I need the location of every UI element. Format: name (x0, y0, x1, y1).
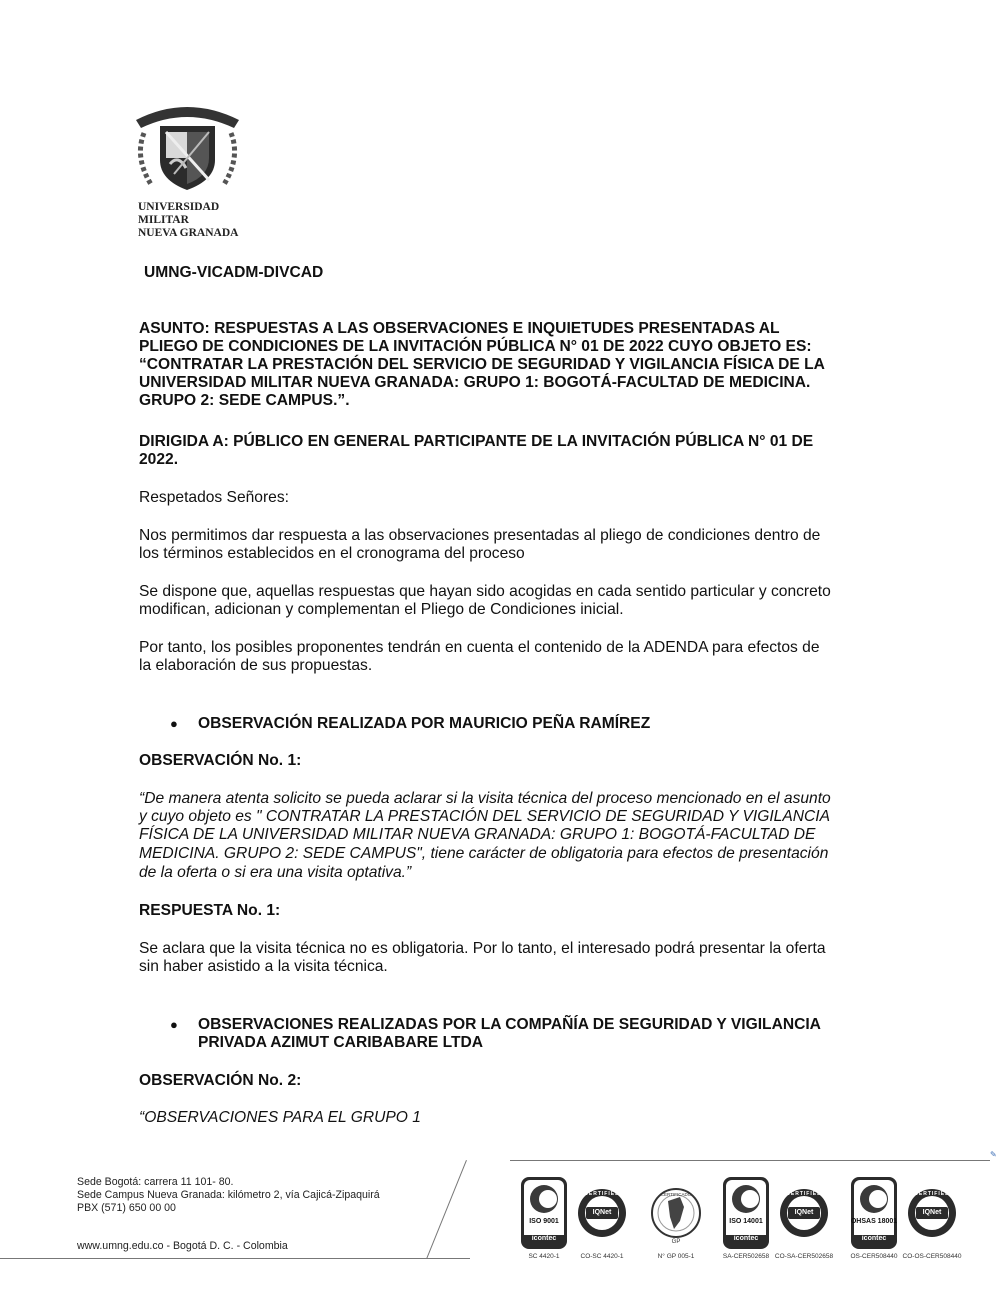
certification-code: CO-SC 4420-1 (580, 1253, 624, 1260)
certification-code: CO-SA-CER502658 (774, 1253, 834, 1260)
bullet-icon: ● (170, 1017, 178, 1032)
document-reference: UMNG-VICADM-DIVCAD (144, 264, 324, 281)
certification-brand-label: CERTIFICADO (660, 1192, 692, 1197)
certification-brand-label: icontec (531, 1235, 557, 1242)
bullet-heading-2-line1: OBSERVACIONES REALIZADAS POR LA COMPAÑÍA DE SEGURIDAD Y VIGILANCIA (198, 1016, 821, 1033)
certification-badge (902, 1175, 962, 1260)
certification-badge (576, 1175, 628, 1260)
certification-code: SA-CER502658 (722, 1253, 770, 1260)
paragraph-3-line2: la elaboración de sus propuestas. (139, 657, 373, 674)
response-1-title: RESPUESTA No. 1: (139, 902, 281, 919)
observation-2-line1: “OBSERVACIONES PARA EL GRUPO 1 (139, 1109, 421, 1126)
footer-address-campus: Sede Campus Nueva Granada: kilómetro 2, vía Cajicá-Zipaquirá (77, 1189, 380, 1201)
observation-1-line1: “De manera atenta solicito se pueda aclarar si la visita técnica del proceso mencionado en el asunto (139, 790, 831, 807)
certification-brand-label: CERTIFIED (584, 1191, 620, 1197)
response-1-line2: sin haber asistido a la visita técnica. (139, 958, 388, 975)
certification-code: N° GP 005-1 (657, 1253, 695, 1260)
certification-brand-label: CERTIFIED (914, 1191, 950, 1197)
response-1-line1: Se aclara que la visita técnica no es obligatoria. Por lo tanto, el interesado podrá presentar la oferta (139, 940, 826, 957)
university-name-line2: NUEVA GRANADA (138, 227, 239, 239)
certification-brand-label: icontec (861, 1235, 887, 1242)
observation-1-line5: de la oferta o si era una visita optativa.” (139, 864, 412, 881)
bullet-heading-2-line2: PRIVADA AZIMUT CARIBABARE LTDA (198, 1034, 483, 1051)
certification-badge-label: IQNet (592, 1209, 612, 1216)
certification-code: SC 4420-1 (528, 1253, 560, 1260)
certification-badge (720, 1175, 772, 1260)
certification-badge-label: OHSAS 18001 (850, 1218, 898, 1225)
footer-divider-top (510, 1160, 990, 1161)
footer-phone: PBX (571) 650 00 00 (77, 1202, 176, 1214)
observation-1-title: OBSERVACIÓN No. 1: (139, 752, 302, 769)
certification-badge (774, 1175, 834, 1260)
shield-crest-icon (130, 98, 245, 198)
footer-divider-slant (426, 1160, 467, 1259)
asunto-line4: UNIVERSIDAD MILITAR NUEVA GRANADA: GRUPO 1: BOGOTÁ-FACULTAD DE MEDICINA. (139, 374, 811, 391)
certification-badge-label: ISO 9001 (529, 1218, 559, 1225)
footer-website-link[interactable]: www.umng.edu.co - Bogotá D. C. - Colombia (77, 1240, 288, 1252)
paragraph-1-line1: Nos permitimos dar respuesta a las observaciones presentadas al pliego de condiciones dentro de (139, 527, 821, 544)
certification-badge (650, 1175, 702, 1260)
certification-brand-label: CERTIFIED (786, 1191, 822, 1197)
footer-divider (0, 1258, 470, 1259)
certification-brand-label: icontec (733, 1235, 759, 1242)
certification-badge-label: GP (671, 1239, 681, 1245)
university-logo (130, 98, 245, 239)
paragraph-2-line2: modifican, adicionan y complementan el Pliego de Condiciones inicial. (139, 601, 624, 618)
university-name (138, 201, 248, 240)
observation-2-title: OBSERVACIÓN No. 2: (139, 1072, 302, 1089)
certification-badge-label: ISO 14001 (729, 1218, 763, 1225)
salutation: Respetados Señores: (139, 489, 289, 506)
certification-code: OS-CER508440 (850, 1253, 898, 1260)
university-name-line1: UNIVERSIDAD MILITAR (138, 201, 220, 226)
footer-address-bogota: Sede Bogotá: carrera 11 101- 80. (77, 1176, 234, 1188)
bullet-heading-1: OBSERVACIÓN REALIZADA POR MAURICIO PEÑA RAMÍREZ (198, 715, 651, 732)
certification-code: CO-OS-CER508440 (902, 1253, 962, 1260)
observation-1-line2: y cuyo objeto es " CONTRATAR LA PRESTACIÓN DEL SERVICIO DE SEGURIDAD Y VIGILANCIA (139, 808, 830, 825)
asunto-line2: PLIEGO DE CONDICIONES DE LA INVITACIÓN PÚBLICA N° 01 DE 2022 CUYO OBJETO ES: (139, 338, 812, 355)
asunto-line1: ASUNTO: RESPUESTAS A LAS OBSERVACIONES E INQUIETUDES PRESENTADAS AL (139, 320, 780, 337)
paragraph-2-line1: Se dispone que, aquellas respuestas que hayan sido acogidas en cada sentido particular y concreto (139, 583, 831, 600)
bullet-icon: ● (170, 716, 178, 731)
asunto-line3: “CONTRATAR LA PRESTACIÓN DEL SERVICIO DE SEGURIDAD Y VIGILANCIA FÍSICA DE LA (139, 356, 825, 373)
certification-badge (848, 1175, 900, 1260)
dirigida-line1: DIRIGIDA A: PÚBLICO EN GENERAL PARTICIPANTE DE LA INVITACIÓN PÚBLICA N° 01 DE (139, 433, 814, 450)
dirigida-line2: 2022. (139, 451, 179, 468)
certification-badge (518, 1175, 570, 1260)
paragraph-3-line1: Por tanto, los posibles proponentes tendrán en cuenta el contenido de la ADENDA para efectos de (139, 639, 820, 656)
page-mark-icon: ✎ (990, 1150, 997, 1159)
observation-1-line3: FÍSICA DE LA UNIVERSIDAD MILITAR NUEVA GRANADA: GRUPO 1: BOGOTÁ-FACULTAD DE (139, 826, 816, 843)
certification-badge-label: IQNet (922, 1209, 942, 1216)
certification-badge-label: IQNet (794, 1209, 814, 1216)
observation-1-line4: MEDICINA. GRUPO 2: SEDE CAMPUS", tiene carácter de obligatoria para efectos de presentación (139, 845, 829, 862)
paragraph-1-line2: los términos establecidos en el cronograma del proceso (139, 545, 525, 562)
asunto-line5: GRUPO 2: SEDE CAMPUS.”. (139, 392, 350, 409)
